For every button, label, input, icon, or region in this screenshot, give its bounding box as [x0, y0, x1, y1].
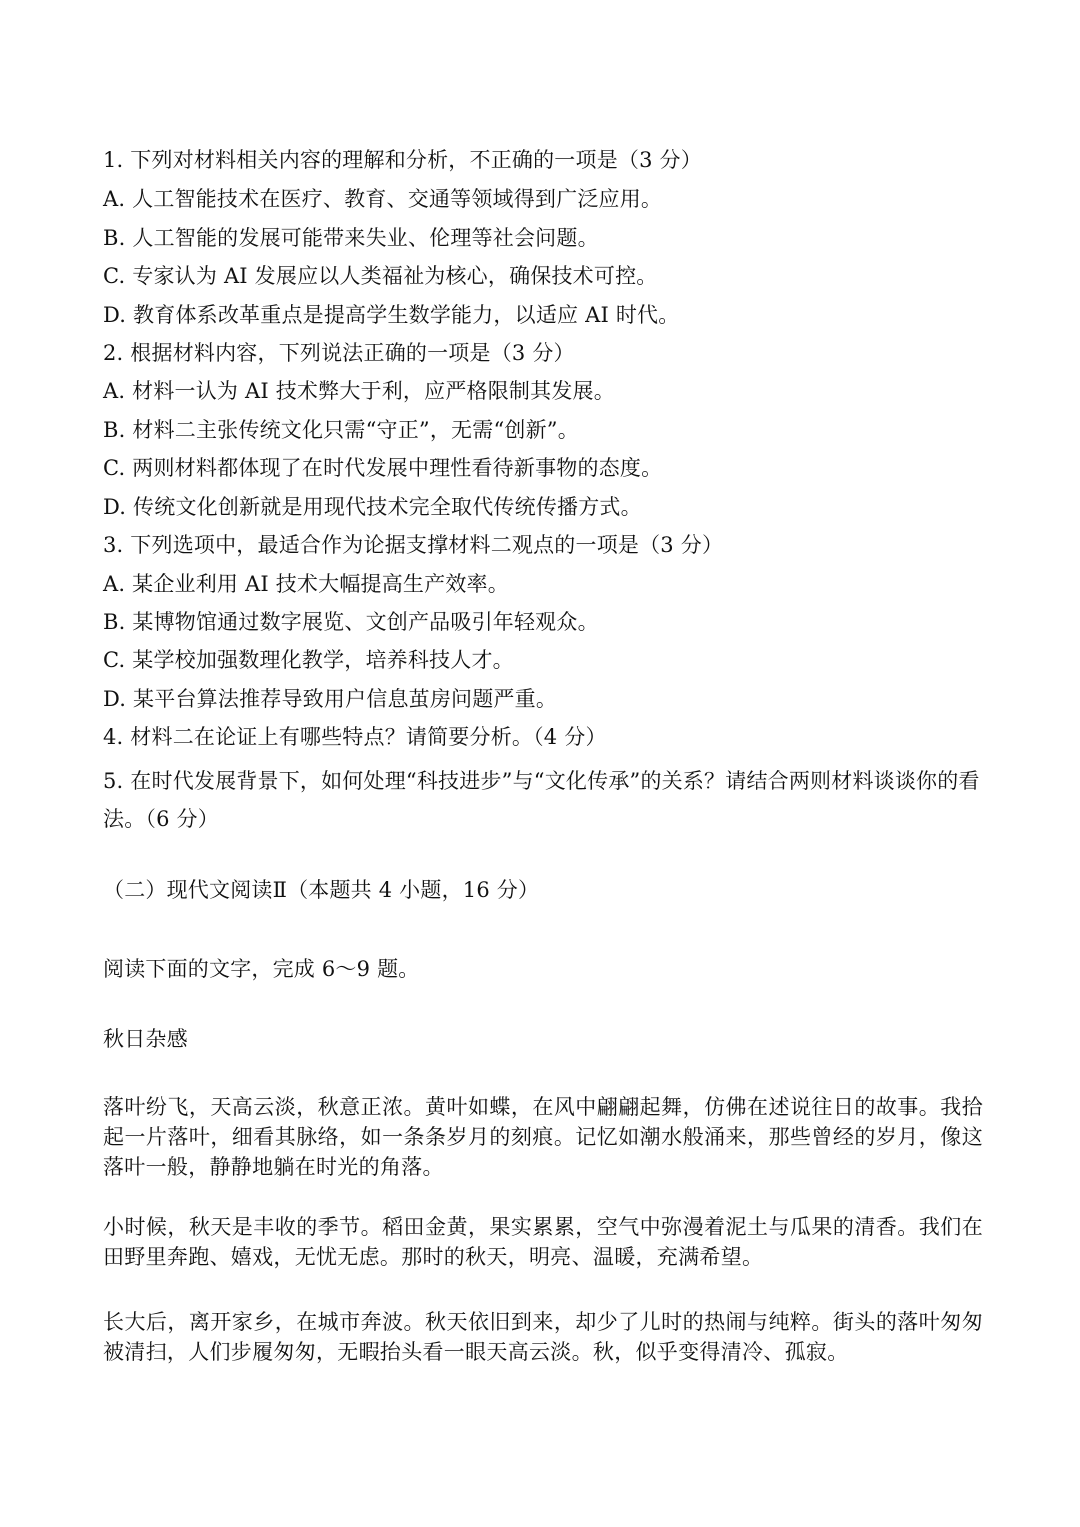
reading-instruction: 阅读下面的文字，完成 6～9 题。: [103, 957, 420, 981]
question-3-stem: 3. 下列选项中，最适合作为论据支撑材料二观点的一项是（3 分）: [103, 533, 724, 557]
question-3-option-d: D. 某平台算法推荐导致用户信息茧房问题严重。: [103, 687, 558, 711]
question-2-option-c: C. 两则材料都体现了在时代发展中理性看待新事物的态度。: [103, 456, 663, 480]
article-paragraph-2: 小时候，秋天是丰收的季节。稻田金黄，果实累累，空气中弥漫着泥土与瓜果的清香。我们在田野里奔跑、嬉戏，无忧无虑。那时的秋天，明亮、温暖，充满希望。: [103, 1215, 983, 1269]
question-2-option-d: D. 传统文化创新就是用现代技术完全取代传统传播方式。: [103, 495, 642, 519]
question-1-option-a: A. 人工智能技术在医疗、教育、交通等领域得到广泛应用。: [103, 187, 663, 211]
question-3-option-a: A. 某企业利用 AI 技术大幅提高生产效率。: [103, 572, 509, 596]
article-title: 秋日杂感: [103, 1027, 188, 1051]
question-2-option-b: B. 材料二主张传统文化只需“守正”，无需“创新”。: [103, 418, 579, 442]
section-heading: （二）现代文阅读Ⅱ（本题共 4 小题，16 分）: [103, 878, 540, 902]
question-1-option-c: C. 专家认为 AI 发展应以人类福祉为核心，确保技术可控。: [103, 264, 658, 288]
question-3-option-b: B. 某博物馆通过数字展览、文创产品吸引年轻观众。: [103, 610, 599, 634]
question-2-option-a: A. 材料一认为 AI 技术弊大于利，应严格限制其发展。: [103, 379, 615, 403]
question-3-option-c: C. 某学校加强数理化教学，培养科技人才。: [103, 648, 514, 672]
question-1-option-b: B. 人工智能的发展可能带来失业、伦理等社会问题。: [103, 226, 599, 250]
article-paragraph-3: 长大后，离开家乡，在城市奔波。秋天依旧到来，却少了儿时的热闹与纯粹。街头的落叶匆匆被清扫，人们步履匆匆，无暇抬头看一眼天高云淡。秋，似乎变得清冷、孤寂。: [103, 1310, 983, 1364]
article-paragraph-1: 落叶纷飞，天高云淡，秋意正浓。黄叶如蝶，在风中翩翩起舞，仿佛在述说往日的故事。我拾起一片落叶，细看其脉络，如一条条岁月的刻痕。记忆如潮水般涌来，那些曾经的岁月，像这落叶一般，静静地躺在时光的角落。: [103, 1095, 983, 1179]
question-2-stem: 2. 根据材料内容，下列说法正确的一项是（3 分）: [103, 341, 575, 365]
question-1-option-d: D. 教育体系改革重点是提高学生数学能力，以适应 AI 时代。: [103, 303, 680, 327]
question-5-stem: 5. 在时代发展背景下，如何处理“科技进步”与“文化传承”的关系？请结合两则材料谈谈你的看法。（6 分）: [103, 769, 980, 831]
question-4-stem: 4. 材料二在论证上有哪些特点？请简要分析。（4 分）: [103, 725, 607, 749]
question-1-stem: 1. 下列对材料相关内容的理解和分析，不正确的一项是（3 分）: [103, 148, 702, 172]
